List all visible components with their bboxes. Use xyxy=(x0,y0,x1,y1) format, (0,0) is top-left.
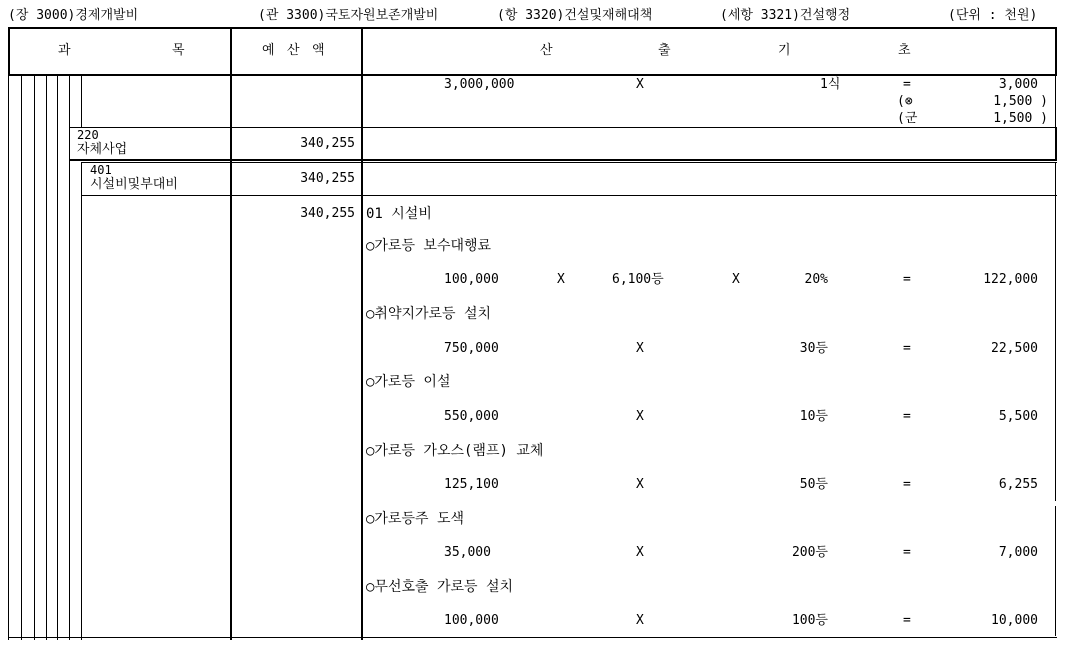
first-sub1-label: (⊗ xyxy=(897,94,913,109)
col-budget-2: 산 xyxy=(287,43,300,58)
row01-name: 01 시설비 xyxy=(366,206,432,222)
item-amount: 125,100 xyxy=(444,477,499,492)
col-subject-b: 목 xyxy=(172,43,185,58)
col-budget-1: 예 xyxy=(262,43,275,58)
col-subject-a: 과 xyxy=(58,43,71,58)
item-x2: X xyxy=(732,272,740,287)
item-qty: 200등 xyxy=(791,545,828,560)
level-line-1 xyxy=(8,76,9,640)
item-x1: X xyxy=(636,409,644,424)
item-amount: 100,000 xyxy=(444,613,499,628)
right-border-low xyxy=(1055,506,1056,636)
row01-budget: 340,255 xyxy=(300,206,355,221)
item-amount: 35,000 xyxy=(444,545,491,560)
row220-top xyxy=(69,127,1057,128)
item-amount: 750,000 xyxy=(444,341,499,356)
row401-bottom xyxy=(81,195,1057,196)
item-qty: 50등 xyxy=(799,477,828,492)
first-amount: 3,000,000 xyxy=(444,77,515,92)
item-total: 122,000 xyxy=(983,272,1038,287)
level-line-7-top xyxy=(81,76,82,128)
item-eq: = xyxy=(903,477,911,492)
first-sub2-value: 1,500 ) xyxy=(993,111,1048,126)
first-sub2-label: (군 xyxy=(897,111,918,126)
row220-code: 220 xyxy=(77,128,99,142)
header-bottom-border xyxy=(8,74,1056,76)
item-x1: X xyxy=(636,341,644,356)
row220-bottom xyxy=(69,159,1057,161)
item-eq: = xyxy=(903,341,911,356)
level-line-7 xyxy=(81,162,82,640)
level-line-3 xyxy=(34,76,35,640)
item-x1: X xyxy=(636,477,644,492)
row401-right xyxy=(1055,162,1056,196)
item-eq: = xyxy=(903,272,911,287)
col-basis-2: 출 xyxy=(658,43,671,58)
first-total: 3,000 xyxy=(998,77,1038,92)
right-border-top xyxy=(1055,76,1056,128)
first-sub1-value: 1,500 ) xyxy=(993,94,1048,109)
level-line-2 xyxy=(21,76,22,640)
col-basis-1: 산 xyxy=(540,43,553,58)
item-title: ○가로등주 도색 xyxy=(366,511,465,527)
first-eq: = xyxy=(903,77,911,92)
item-qty: 20% xyxy=(804,272,828,287)
item-title: ○가로등 이설 xyxy=(366,374,451,390)
item-title: ○무선호출 가로등 설치 xyxy=(366,579,514,595)
header-right-border xyxy=(1055,27,1057,76)
header-jang: (장 3000)경제개발비 xyxy=(8,8,139,23)
header-gwan: (관 3300)국토자원보존개발비 xyxy=(258,8,439,23)
header-sehang: (세항 3321)건설행정 xyxy=(720,8,851,23)
item-amount: 100,000 xyxy=(444,272,499,287)
first-qty: 1식 xyxy=(820,77,841,92)
row401-budget: 340,255 xyxy=(300,171,355,186)
level-line-4 xyxy=(46,76,47,640)
table-bottom-border xyxy=(8,637,1057,638)
col-basis-3: 기 xyxy=(778,43,791,58)
item-total: 6,255 xyxy=(998,477,1038,492)
item-total: 7,000 xyxy=(998,545,1038,560)
col-budget-3: 액 xyxy=(312,43,325,58)
item-eq: = xyxy=(903,613,911,628)
level-line-5 xyxy=(57,76,58,640)
row220-name: 자체사업 xyxy=(77,142,128,157)
row220-budget: 340,255 xyxy=(300,136,355,151)
item-amount: 550,000 xyxy=(444,409,499,424)
item-x1: X xyxy=(636,613,644,628)
header-left-border xyxy=(8,27,10,76)
row401-top xyxy=(81,162,1057,163)
row401-code: 401 xyxy=(90,163,112,177)
header-hang: (항 3320)건설및재해대책 xyxy=(497,8,653,23)
row220-right xyxy=(1055,127,1057,161)
item-x1: X xyxy=(636,545,644,560)
item-total: 22,500 xyxy=(991,341,1038,356)
item-title: ○가로등 가오스(램프) 교체 xyxy=(366,443,544,459)
item-qty: 10등 xyxy=(799,409,828,424)
first-x: X xyxy=(636,77,644,92)
item-mid: 6,100등 xyxy=(612,272,664,287)
item-eq: = xyxy=(903,545,911,560)
header-unit: (단위 : 천원) xyxy=(948,8,1038,23)
item-total: 5,500 xyxy=(998,409,1038,424)
item-eq: = xyxy=(903,409,911,424)
row401-name: 시설비및부대비 xyxy=(90,177,178,192)
item-total: 10,000 xyxy=(991,613,1038,628)
right-border-mid xyxy=(1055,195,1056,501)
item-x1: X xyxy=(557,272,565,287)
col-basis-4: 초 xyxy=(898,43,911,58)
basis-col-left xyxy=(361,27,363,640)
item-title: ○가로등 보수대행료 xyxy=(366,238,492,254)
budget-col-left xyxy=(230,27,232,640)
item-title: ○취약지가로등 설치 xyxy=(366,306,492,322)
item-qty: 100등 xyxy=(791,613,828,628)
table-top-border xyxy=(8,27,1056,29)
item-qty: 30등 xyxy=(799,341,828,356)
